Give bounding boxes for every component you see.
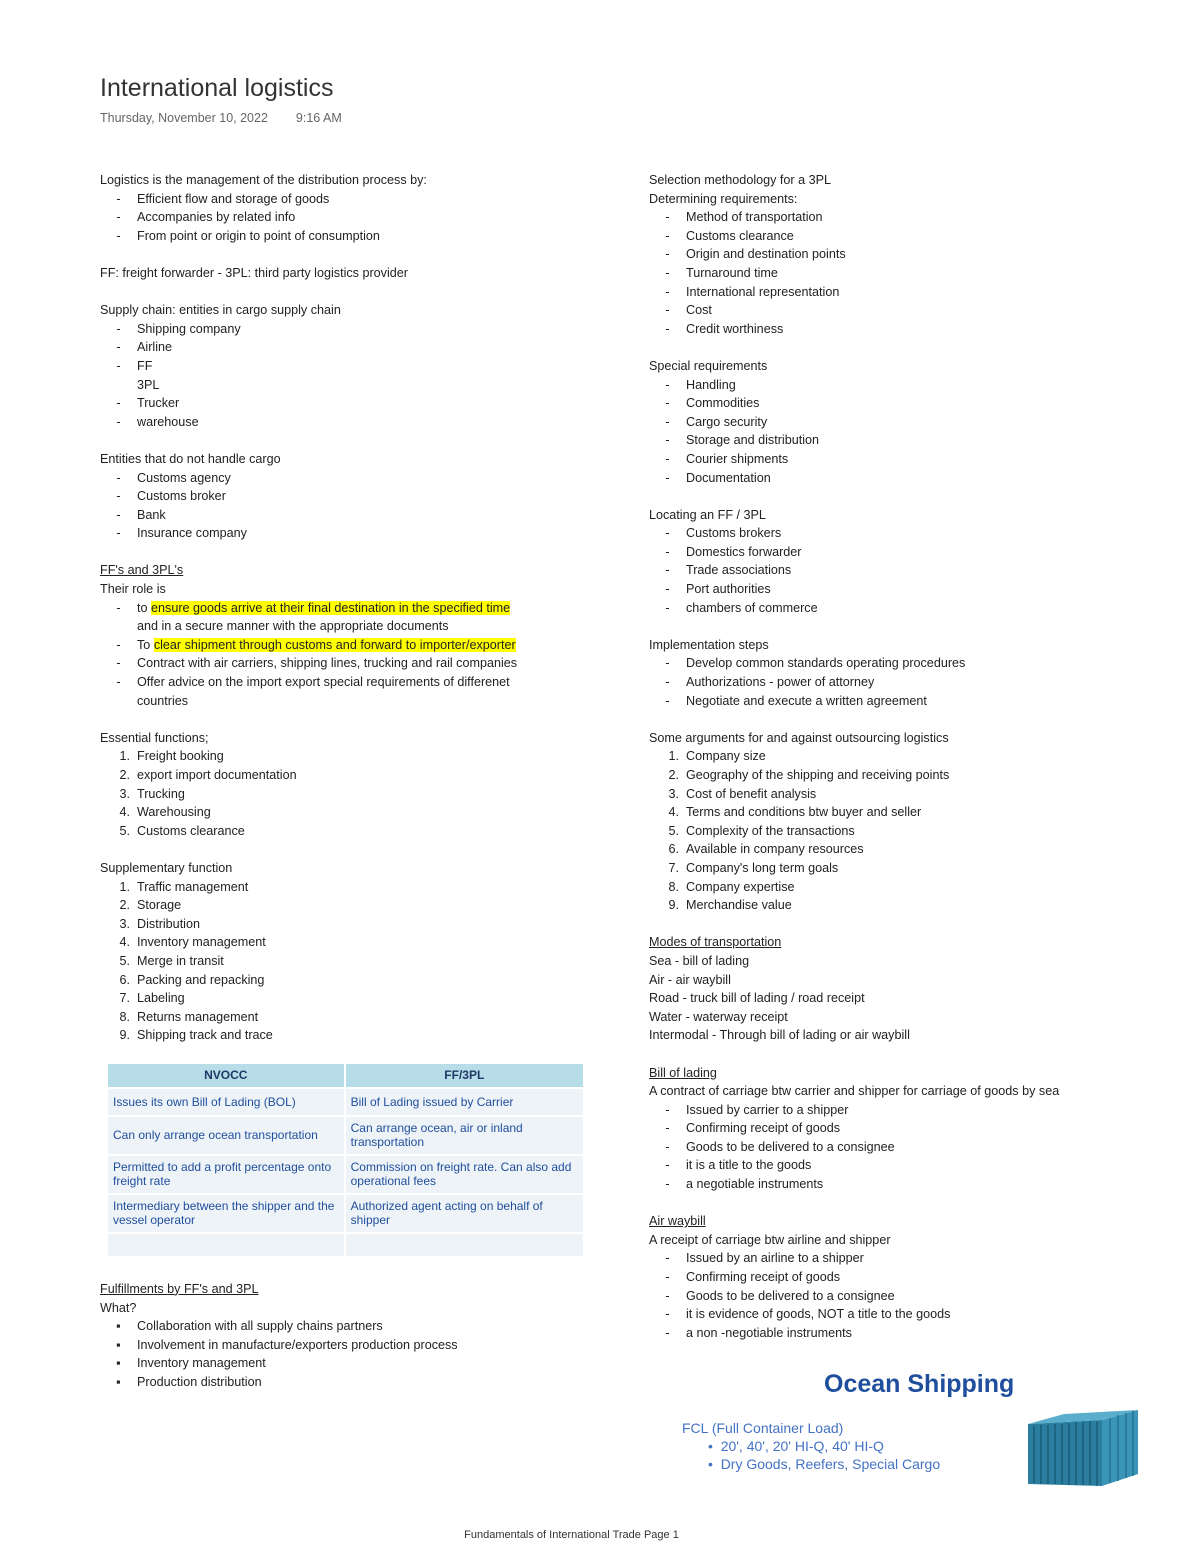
list-item: - Contract with air carriers, shipping lines, trucking and rail companies [116,656,518,671]
list-item: - Trucker [116,396,180,411]
list-item: 6. Available in company resources [668,842,864,857]
list-item: 3. Distribution [119,916,200,931]
list-item: - Courier shipments [665,451,789,466]
right-column [649,171,1129,1342]
table-cell: Can only arrange ocean transportation [108,1117,344,1154]
list-item: - Insurance company [116,526,247,541]
table-cell: Commission on freight rate. Can also add operational fees [346,1156,583,1193]
list-item: - Method of transportation [665,210,823,225]
list-item: 3PL [137,377,160,392]
list-item: 1. Traffic management [119,879,249,894]
list-item: - Commodities [665,396,760,411]
table-row [108,1117,583,1154]
list-item: 5. Customs clearance [119,823,245,838]
list-item: 7. Labeling [119,991,185,1006]
highlight: ensure goods arrive at their final destination in the specified time [151,600,511,615]
table-row [108,1156,583,1193]
modes-heading: Modes of transportation [649,935,782,950]
table-header: NVOCC [108,1064,344,1087]
list-item: - it is a title to the goods [665,1158,812,1173]
list-item: - Issued by an airline to a shipper [665,1251,864,1266]
list-item: - Customs clearance [665,228,794,243]
arguments-heading: Some arguments for and against outsourcing logistics [649,730,949,745]
bullet-icon: • [708,1438,713,1454]
list-item: - Origin and destination points [665,247,846,262]
page-date [100,111,342,125]
table-row [108,1089,583,1115]
requirements-heading: Determining requirements: [649,191,798,206]
ocean-shipping-image [680,1370,1140,1490]
mode-line: Intermodal - Through bill of lading or air waybill [649,1028,910,1043]
list-item: 2. Storage [119,898,182,913]
list-item: - Accompanies by related info [116,210,296,225]
list-item: - Turnaround time [665,265,778,280]
fcl-label: FCL (Full Container Load) [682,1420,844,1436]
ff-section-heading: FF's and 3PL's [100,563,184,578]
list-item: 5. Complexity of the transactions [668,823,855,838]
bol-definition: A contract of carriage btw carrier and shipper for carriage of goods by sea [649,1084,1060,1099]
page-title: International logistics [100,74,334,102]
mode-line: Air - air waybill [649,972,731,987]
special-heading: Special requirements [649,358,768,373]
table-row [108,1234,583,1256]
list-item: 9. Shipping track and trace [119,1028,273,1043]
awb-definition: A receipt of carriage btw airline and shipper [649,1232,891,1247]
comparison-table-wrap [106,1062,585,1258]
implementation-heading: Implementation steps [649,637,769,652]
fcl-bullet: • Dry Goods, Reefers, Special Cargo [708,1456,941,1472]
list-item: - Bank [116,507,166,522]
list-item: - Trade associations [665,563,792,578]
table-cell: Bill of Lading issued by Carrier [346,1089,583,1115]
list-item: 1. Company size [668,749,766,764]
list-item: 4. Terms and conditions btw buyer and seller [668,805,922,820]
highlight: clear shipment through customs and forward to importer/exporter [153,637,516,652]
list-item: - Goods to be delivered to a consignee [665,1139,895,1154]
list-item: - Documentation [665,470,771,485]
list-item: - Airline [116,340,172,355]
bol-heading: Bill of lading [649,1065,717,1080]
list-item: ▪ Production distribution [116,1374,262,1389]
supplementary-heading: Supplementary function [100,860,233,875]
list-item: - Cargo security [665,414,768,429]
list-item: 4. Inventory management [119,935,266,950]
table-header: FF/3PL [346,1064,583,1087]
awb-heading: Air waybill [649,1214,706,1229]
list-item: 4. Warehousing [119,805,211,820]
fcl-bullet: • 20', 40', 20' HI-Q, 40' HI-Q [708,1438,884,1454]
role-intro: Their role is [100,582,166,597]
list-item: 1. Freight booking [119,749,224,764]
list-item: - a non -negotiable instruments [665,1325,852,1340]
mode-line: Sea - bill of lading [649,953,750,968]
mode-line: Road - truck bill of lading / road receipt [649,991,865,1006]
list-item: - a negotiable instruments [665,1177,824,1192]
list-item: - Handling [665,377,736,392]
list-item: 2. Geography of the shipping and receiving points [668,768,950,782]
list-item: - Confirming receipt of goods [665,1270,841,1285]
essential-heading: Essential functions; [100,730,209,745]
comparison-table [106,1062,585,1258]
list-item: ▪ Inventory management [116,1356,266,1371]
logistics-intro: Logistics is the management of the distribution process by: [100,173,427,187]
list-item: 9. Merchandise value [668,898,792,913]
list-item: 3. Cost of benefit analysis [668,786,817,801]
list-item: ▪ Collaboration with all supply chains partners [116,1319,383,1334]
list-item: - Storage and distribution [665,433,820,448]
table-cell: Can arrange ocean, air or inland transportation [346,1117,583,1154]
list-item: - Efficient flow and storage of goods [116,191,330,206]
list-item: - Issued by carrier to a shipper [665,1102,849,1117]
list-item: 7. Company's long term goals [668,860,839,875]
ocean-shipping-title: Ocean Shipping [824,1370,1015,1398]
table-cell: Issues its own Bill of Lading (BOL) [108,1089,344,1115]
page-footer: Fundamentals of International Trade Page 1 [464,1529,679,1541]
list-item: - Goods to be delivered to a consignee [665,1288,895,1303]
list-item: - Customs brokers [665,526,782,541]
table-row [108,1195,583,1232]
list-item: - International representation [665,284,840,299]
list-item: 6. Packing and repacking [119,972,265,987]
time-text: 9:16 AM [295,111,342,125]
left-column [100,171,600,1391]
shipping-container-icon [1028,1410,1140,1486]
bullet-icon: • [708,1456,713,1472]
list-item: - Negotiate and execute a written agreement [665,693,927,708]
list-item: - Shipping company [116,321,241,336]
supply-chain-heading: Supply chain: entities in cargo supply chain [100,303,341,318]
list-item: - Authorizations - power of attorney [665,675,875,690]
selection-heading: Selection methodology for a 3PL [649,173,832,187]
list-item: - From point or origin to point of consumption [116,228,380,243]
table-cell: Intermediary between the shipper and the vessel operator [108,1195,344,1232]
mode-line: Water - waterway receipt [649,1009,788,1024]
list-item: 3. Trucking [119,786,185,801]
list-item: 5. Merge in transit [119,953,224,968]
list-item: 8. Company expertise [668,879,795,894]
list-item: 2. export import documentation [119,768,297,782]
fulfill-heading: Fulfillments by FF's and 3PL [100,1281,259,1296]
table-cell: Permitted to add a profit percentage onto freight rate [108,1156,344,1193]
list-item: - Domestics forwarder [665,544,802,559]
list-item: - chambers of commerce [665,600,818,615]
list-item: - Customs agency [116,470,231,485]
list-item: - FF [116,358,153,373]
non-handlers-heading: Entities that do not handle cargo [100,451,281,466]
date-text: Thursday, November 10, 2022 [100,111,268,125]
fulfill-intro: What? [100,1300,137,1315]
locating-heading: Locating an FF / 3PL [649,507,766,522]
list-item: - Customs broker [116,489,226,504]
list-item: - Develop common standards operating procedures [665,656,966,671]
list-item: - Port authorities [665,582,771,597]
list-item: - it is evidence of goods, NOT a title to the goods [665,1307,951,1322]
list-item: - warehouse [116,414,199,429]
ff-definition: FF: freight forwarder - 3PL: third party logistics provider [100,265,408,280]
list-item: - Cost [665,303,712,318]
list-item: - Offer advice on the import export special requirements of differenet countries [116,675,510,708]
list-item: - to ensure goods arrive at their final destination in the specified time and in a secure manner with the appropriate documents [116,600,511,634]
table-cell: Authorized agent acting on behalf of shipper [346,1195,583,1232]
list-item: - Credit worthiness [665,321,784,336]
list-item: 8. Returns management [119,1009,259,1024]
list-item: - Confirming receipt of goods [665,1121,841,1136]
list-item: ▪ Involvement in manufacture/exporters production process [116,1337,458,1352]
list-item: - To clear shipment through customs and forward to importer/exporter [116,637,516,652]
